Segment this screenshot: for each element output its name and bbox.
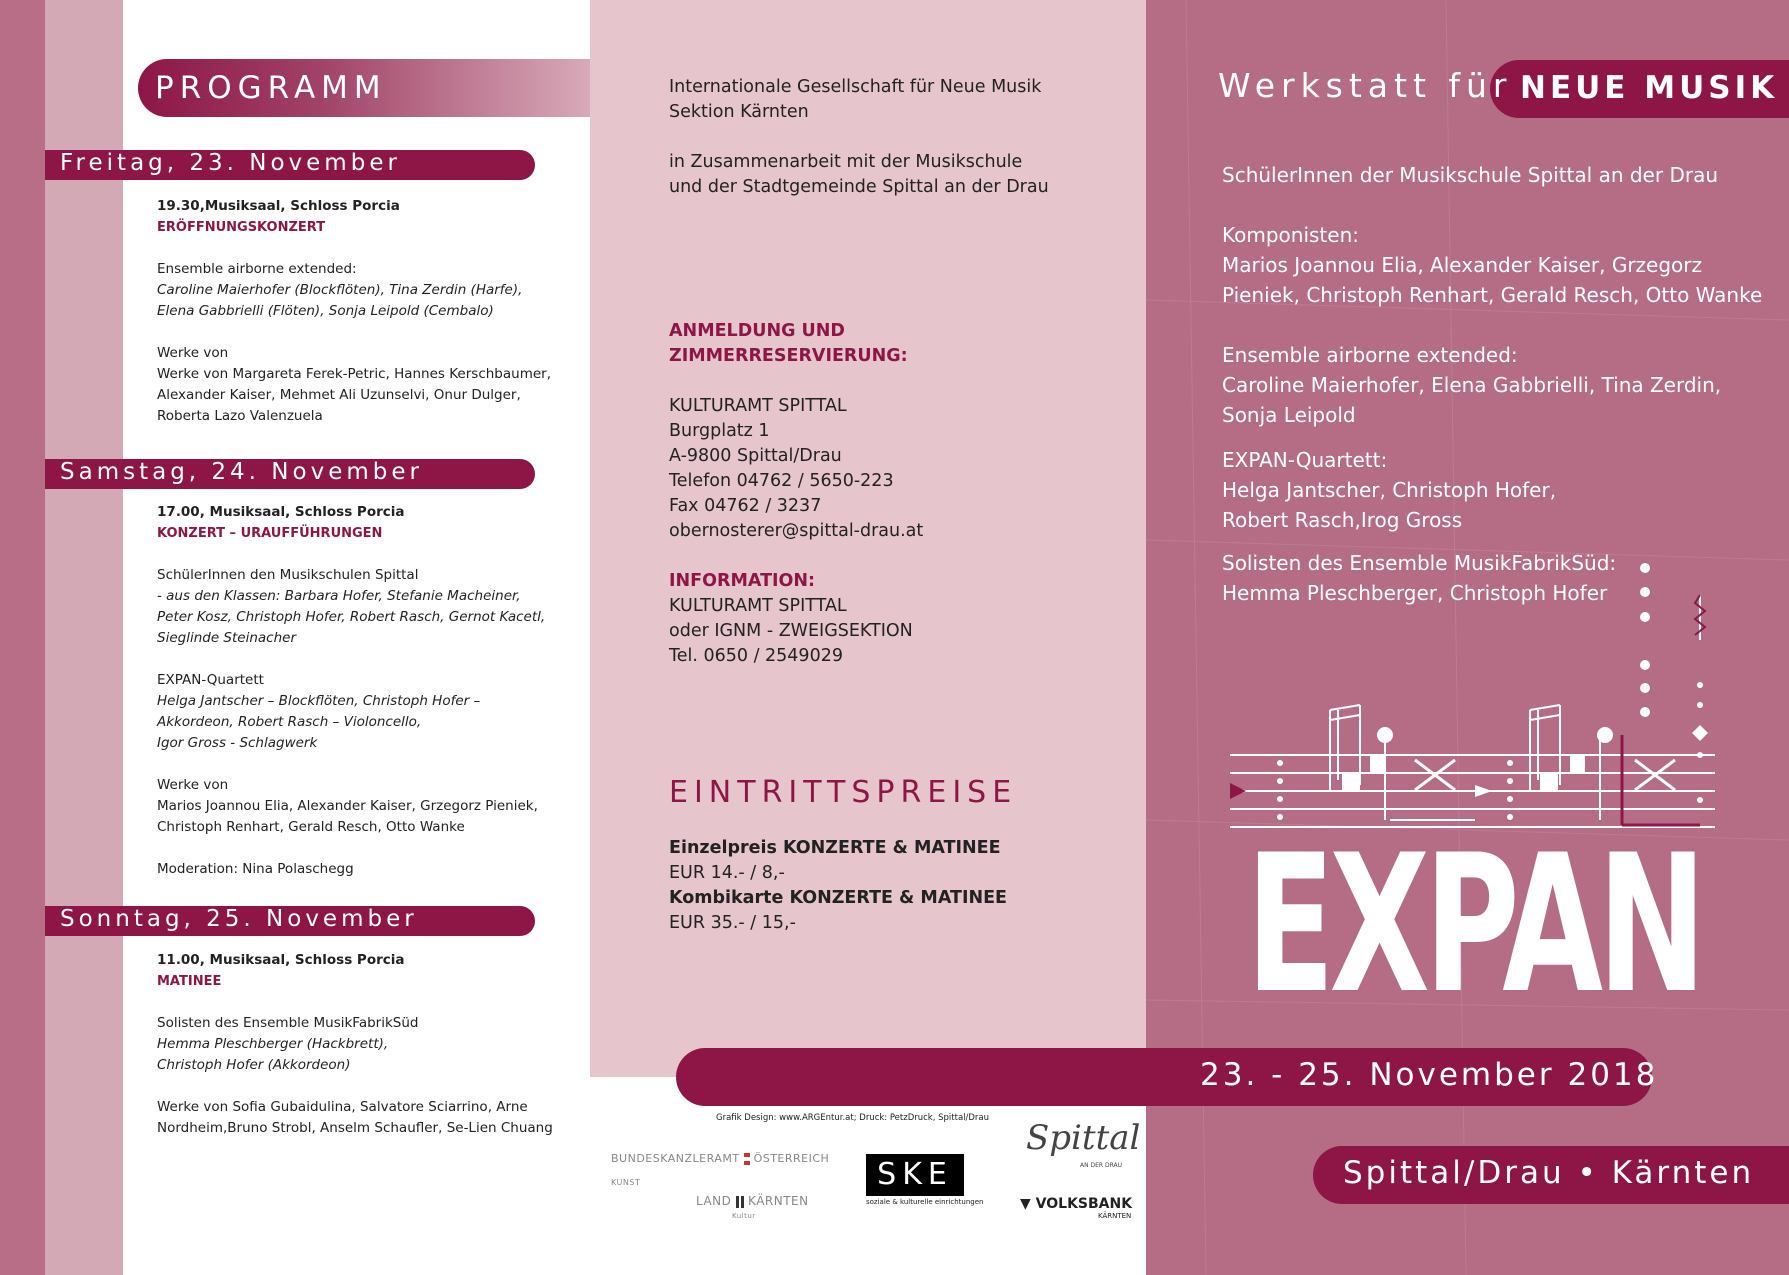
information-line: KULTURAMT SPITTAL — [669, 596, 847, 616]
ensemble-name: Ensemble airborne extended: — [157, 261, 357, 277]
prices-block — [669, 836, 1007, 936]
information-line: Tel. 0650 / 2549029 — [669, 646, 843, 666]
land-logo-icon — [736, 1196, 744, 1208]
sponsor-land-name: LAND — [696, 1194, 732, 1208]
quartet-name: EXPAN-Quartett — [157, 672, 264, 688]
address-line: Telefon 04762 / 5650-223 — [669, 471, 894, 491]
austria-flag-icon — [744, 1153, 750, 1165]
quartet-line: Robert Rasch,Irog Gross — [1222, 508, 1463, 532]
performer-line: Peter Kosz, Christoph Hofer, Robert Rasch, Gernot Kacetl, — [157, 609, 546, 625]
composers-heading: Komponisten: — [1222, 223, 1359, 247]
cover-dates: 23. - 25. November 2018 — [1200, 1057, 1659, 1093]
registration-heading: ANMELDUNG UND — [669, 321, 845, 341]
performer-line: - aus den Klassen: Barbara Hofer, Stefanie Macheiner, — [157, 588, 521, 604]
price-label: Kombikarte KONZERTE & MATINEE — [669, 888, 1008, 908]
performer-line: Hemma Pleschberger (Hackbrett), — [157, 1036, 389, 1052]
cover-werkstatt: Werkstatt für — [1218, 66, 1513, 105]
event-sunday — [157, 950, 553, 1139]
soloists-heading: Solisten des Ensemble MusikFabrikSüd: — [1222, 551, 1617, 575]
volksbank-v-icon: ▼ — [1020, 1196, 1031, 1212]
price-label: Einzelpreis KONZERTE & MATINEE — [669, 838, 1001, 858]
notation-graphic — [1230, 555, 1730, 840]
works-line: Marios Joannou Elia, Alexander Kaiser, Grzegorz Pieniek, — [157, 798, 538, 814]
spittal-logo: Spittal — [1026, 1118, 1141, 1158]
address-line: Fax 04762 / 3237 — [669, 496, 822, 516]
volksbank-sub: KÄRNTEN — [1098, 1212, 1132, 1220]
works-line: Werke von Sofia Gubaidulina, Salvatore Sciarrino, Arne — [157, 1099, 528, 1115]
volksbank-logo — [1020, 1196, 1132, 1212]
registration-heading: ZIMMERRESERVIERUNG: — [669, 346, 908, 366]
cover-school: SchülerInnen der Musikschule Spittal an der Drau — [1222, 163, 1718, 187]
address-line: A-9800 Spittal/Drau — [669, 446, 842, 466]
works-line: Christoph Renhart, Gerald Resch, Otto Wanke — [157, 819, 465, 835]
event-time-place: 11.00, Musiksaal, Schloss Porcia — [157, 952, 405, 968]
ensemble-name: SchülerInnen den Musikschulen Spittal — [157, 567, 419, 583]
performer-line: Sieglinde Steinacher — [157, 630, 297, 646]
sponsor-bka-sub: KUNST — [611, 1178, 641, 1187]
organizer-line: Sektion Kärnten — [669, 102, 809, 122]
quartet-member-line: Akkordeon, Robert Rasch – Violoncello, — [157, 714, 422, 730]
cover-neue-musik: NEUE MUSIK — [1520, 70, 1779, 106]
price-value: EUR 14.- / 8,- — [669, 863, 785, 883]
works-line: Nordheim,Bruno Strobl, Anselm Schaufler, Se-Lien Chuang — [157, 1120, 553, 1136]
works-line: Werke von Margareta Ferek-Petric, Hannes Kerschbaumer, — [157, 366, 551, 382]
price-value: EUR 35.- / 15,- — [669, 913, 796, 933]
day-label-sunday: Sonntag, 25. November — [60, 906, 418, 932]
ensemble-name: Solisten des Ensemble MusikFabrikSüd — [157, 1015, 419, 1031]
cover-location: Spittal/Drau • Kärnten — [1343, 1155, 1755, 1191]
event-friday — [157, 196, 551, 427]
sponsor-land — [696, 1194, 809, 1208]
design-credit: Grafik Design: www.ARGEntur.at; Druck: PetzDruck, Spittal/Drau — [716, 1113, 990, 1123]
program-title: PROGRAMM — [155, 70, 387, 106]
quartet-line: Helga Jantscher, Christoph Hofer, — [1222, 478, 1557, 502]
cover-composers — [1222, 220, 1762, 310]
works-line: Alexander Kaiser, Mehmet Ali Uzunselvi, Onur Dulger, — [157, 387, 521, 403]
sponsor-land-region: KÄRNTEN — [748, 1194, 809, 1208]
ske-sub: soziale & kulturelle einrichtungen — [866, 1198, 984, 1206]
spittal-logo-sub: AN DER DRAU — [1080, 1162, 1123, 1169]
works-heading: Werke von — [157, 777, 229, 793]
organizer-block — [669, 75, 1049, 200]
cover-ensemble — [1222, 340, 1721, 430]
ske-logo: SKE — [866, 1154, 964, 1196]
left-color-strip — [45, 0, 123, 1275]
event-type: ERÖFFNUNGSKONZERT — [157, 220, 326, 235]
organizer-line: Internationale Gesellschaft für Neue Musik — [669, 77, 1042, 97]
composers-line: Marios Joannou Elia, Alexander Kaiser, Grzegorz — [1222, 253, 1702, 277]
moderation: Moderation: Nina Polaschegg — [157, 861, 354, 877]
event-saturday — [157, 502, 545, 880]
information-line: oder IGNM - ZWEIGSEKTION — [669, 621, 913, 641]
performer-line: Caroline Maierhofer (Blockflöten), Tina Zerdin (Harfe), — [157, 282, 523, 298]
works-heading: Werke von — [157, 345, 229, 361]
email-link[interactable]: obernosterer@spittal-drau.at — [669, 521, 924, 541]
event-type: MATINEE — [157, 974, 222, 989]
cooperation-line: und der Stadtgemeinde Spittal an der Drau — [669, 177, 1049, 197]
ensemble-heading: Ensemble airborne extended: — [1222, 343, 1518, 367]
quartet-heading: EXPAN-Quartett: — [1222, 448, 1388, 472]
event-type: KONZERT – URAUFFÜHRUNGEN — [157, 526, 383, 541]
information-heading: INFORMATION: — [669, 571, 816, 591]
cooperation-line: in Zusammenarbeit mit der Musikschule — [669, 152, 1023, 172]
day-label-saturday: Samstag, 24. November — [60, 459, 423, 485]
event-time-place: 17.00, Musiksaal, Schloss Porcia — [157, 504, 405, 520]
sponsor-land-sub: Kultur — [732, 1212, 756, 1220]
quartet-member-line: Igor Gross - Schlagwerk — [157, 735, 318, 751]
sponsor-bka-country: ÖSTERREICH — [753, 1152, 830, 1165]
registration-block — [669, 319, 923, 669]
performer-line: Elena Gabbrielli (Flöten), Sonja Leipold (Cembalo) — [157, 303, 494, 319]
sponsor-bka-name: BUNDESKANZLERAMT — [611, 1152, 740, 1165]
sponsor-bka — [611, 1152, 829, 1165]
soloists-line: Hemma Pleschberger, Christoph Hofer — [1222, 581, 1608, 605]
composers-line: Pieniek, Christoph Renhart, Gerald Resch, Otto Wanke — [1222, 283, 1763, 307]
performer-line: Christoph Hofer (Akkordeon) — [157, 1057, 351, 1073]
address-line: Burgplatz 1 — [669, 421, 770, 441]
expan-logo — [1246, 835, 1706, 995]
volksbank-name: VOLKSBANK — [1035, 1196, 1133, 1212]
day-label-friday: Freitag, 23. November — [60, 150, 401, 176]
ensemble-line: Caroline Maierhofer, Elena Gabbrielli, Tina Zerdin, — [1222, 373, 1722, 397]
works-line: Roberta Lazo Valenzuela — [157, 408, 323, 424]
ensemble-line: Sonja Leipold — [1222, 403, 1356, 427]
quartet-member-line: Helga Jantscher – Blockflöten, Christoph Hofer – — [157, 693, 481, 709]
expan-logo-text: EXPAN — [1246, 835, 1701, 995]
left-margin-texture — [0, 0, 45, 1275]
prices-heading: EINTRITTSPREISE — [669, 775, 1018, 810]
event-time-place: 19.30,Musiksaal, Schloss Porcia — [157, 198, 400, 214]
cover-quartet — [1222, 445, 1556, 535]
address-line: KULTURAMT SPITTAL — [669, 396, 847, 416]
